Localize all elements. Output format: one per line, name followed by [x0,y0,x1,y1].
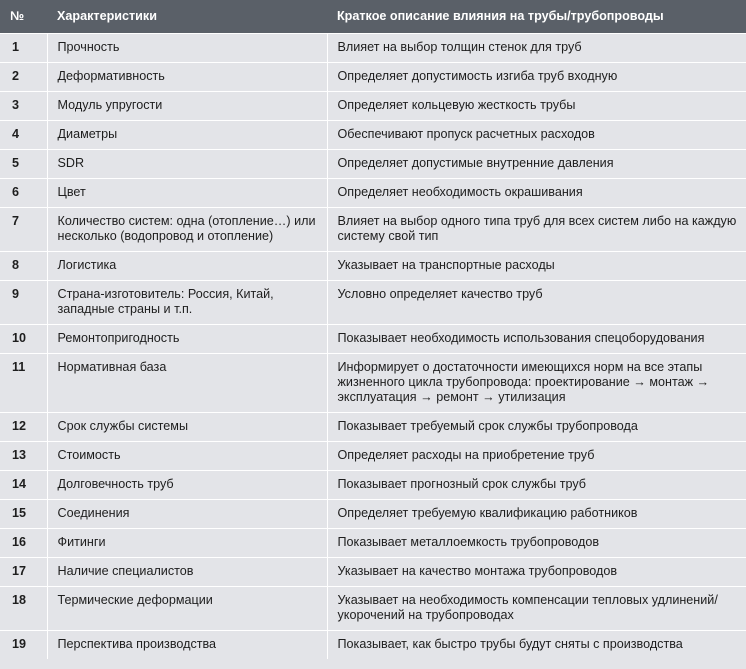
row-description: Определяет кольцевую жесткость трубы [327,92,746,121]
row-number: 6 [0,179,47,208]
row-description: Определяет необходимость окрашивания [327,179,746,208]
row-description: Указывает на транспортные расходы [327,252,746,281]
table-row [0,252,746,281]
row-characteristic: Прочность [47,34,327,63]
table-row [0,208,746,252]
header-number: № [0,0,47,34]
row-description: Показывает необходимость использования спецоборудования [327,325,746,354]
row-description: Влияет на выбор одного типа труб для всех систем либо на каждую систему свой тип [327,208,746,252]
row-characteristic: Нормативная база [47,354,327,413]
row-description: Указывает на необходимость компенсации тепловых удлинений/укорочений на трубопроводах [327,587,746,631]
row-characteristic: Стоимость [47,442,327,471]
table-row [0,325,746,354]
row-description: Определяет расходы на приобретение труб [327,442,746,471]
table-header [0,0,746,34]
row-description: Определяет допустимые внутренние давления [327,150,746,179]
row-characteristic: Ремонтопригодность [47,325,327,354]
table-row [0,413,746,442]
table-row [0,558,746,587]
header-description: Краткое описание влияния на трубы/трубопроводы [327,0,746,34]
row-number: 13 [0,442,47,471]
row-number: 16 [0,529,47,558]
row-characteristic: Количество систем: одна (отопление…) или несколько (водопровод и отопление) [47,208,327,252]
row-number: 5 [0,150,47,179]
row-description: Определяет допустимость изгиба труб входную [327,63,746,92]
row-number: 18 [0,587,47,631]
table-row [0,121,746,150]
row-description: Влияет на выбор толщин стенок для труб [327,34,746,63]
row-characteristic: Модуль упругости [47,92,327,121]
table-row [0,63,746,92]
row-number: 9 [0,281,47,325]
row-number: 19 [0,631,47,660]
row-characteristic: Страна-изготовитель: Россия, Китай, западные страны и т.п. [47,281,327,325]
table-row [0,471,746,500]
table-row [0,150,746,179]
row-number: 17 [0,558,47,587]
row-number: 8 [0,252,47,281]
row-characteristic: Термические деформации [47,587,327,631]
row-number: 10 [0,325,47,354]
table-row [0,92,746,121]
row-characteristic: Соединения [47,500,327,529]
row-number: 14 [0,471,47,500]
row-number: 1 [0,34,47,63]
row-characteristic: SDR [47,150,327,179]
row-number: 12 [0,413,47,442]
row-description: Информирует о достаточности имеющихся норм на все этапы жизненного цикла трубопровода: проектирование → монтаж → эксплуатация → ремонт → утилизация [327,354,746,413]
row-description: Показывает, как быстро трубы будут сняты с производства [327,631,746,660]
table-row [0,281,746,325]
row-description: Показывает прогнозный срок службы труб [327,471,746,500]
row-number: 2 [0,63,47,92]
row-number: 4 [0,121,47,150]
table-row [0,587,746,631]
row-characteristic: Цвет [47,179,327,208]
header-row [0,0,746,34]
table-row [0,529,746,558]
row-characteristic: Долговечность труб [47,471,327,500]
table-row [0,179,746,208]
row-description: Показывает требуемый срок службы трубопровода [327,413,746,442]
header-characteristic: Характеристики [47,0,327,34]
row-description: Определяет требуемую квалификацию работников [327,500,746,529]
row-characteristic: Диаметры [47,121,327,150]
row-characteristic: Деформативность [47,63,327,92]
row-characteristic: Срок службы системы [47,413,327,442]
row-number: 11 [0,354,47,413]
row-characteristic: Логистика [47,252,327,281]
row-characteristic: Перспектива производства [47,631,327,660]
table-row [0,442,746,471]
table-row [0,631,746,660]
row-description: Показывает металлоемкость трубопроводов [327,529,746,558]
row-characteristic: Наличие специалистов [47,558,327,587]
table-row [0,34,746,63]
row-description: Обеспечивают пропуск расчетных расходов [327,121,746,150]
row-number: 3 [0,92,47,121]
row-description: Условно определяет качество труб [327,281,746,325]
row-number: 15 [0,500,47,529]
row-number: 7 [0,208,47,252]
row-characteristic: Фитинги [47,529,327,558]
table-body [0,34,746,660]
row-description: Указывает на качество монтажа трубопроводов [327,558,746,587]
table-row [0,500,746,529]
table-row [0,354,746,413]
